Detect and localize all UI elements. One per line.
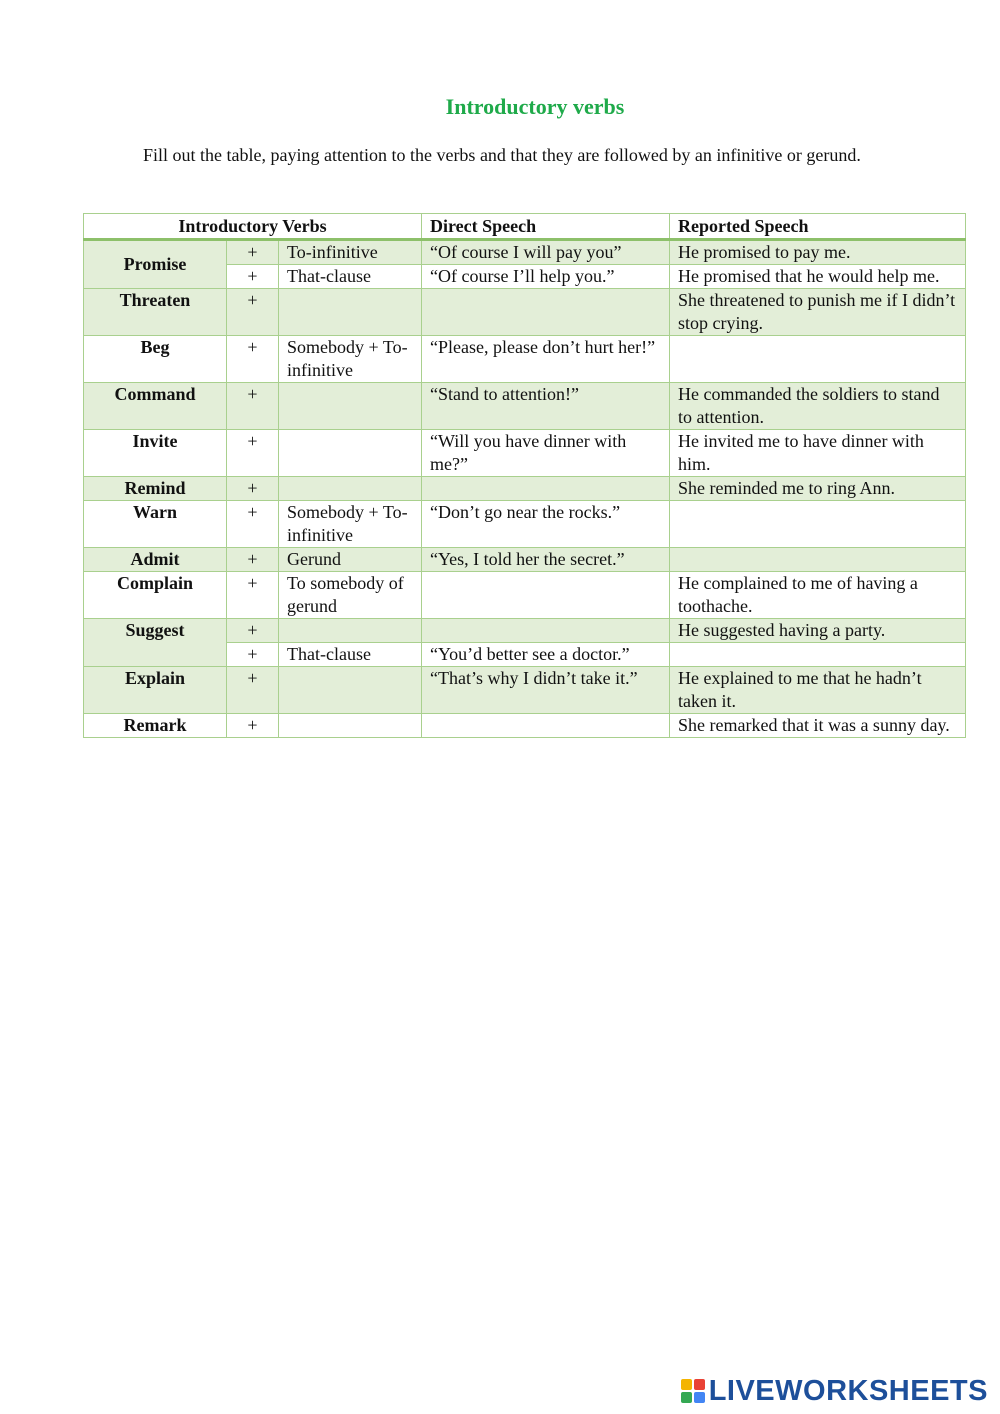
- reported-speech-cell[interactable]: He invited me to have dinner with him.: [670, 430, 966, 477]
- plus-cell: +: [227, 336, 279, 383]
- reported-speech-cell[interactable]: He commanded the soldiers to stand to attention.: [670, 383, 966, 430]
- reported-speech-cell[interactable]: [670, 501, 966, 548]
- plus-cell: +: [227, 289, 279, 336]
- plus-cell: +: [227, 240, 279, 265]
- table-row: [84, 289, 966, 336]
- structure-cell[interactable]: [279, 430, 422, 477]
- structure-cell[interactable]: [279, 477, 422, 501]
- header-reported-speech: Reported Speech: [670, 214, 966, 240]
- logo-block: [681, 1392, 692, 1403]
- reported-speech-cell[interactable]: She remarked that it was a sunny day.: [670, 714, 966, 738]
- reported-speech-cell[interactable]: She reminded me to ring Ann.: [670, 477, 966, 501]
- verb-cell: Admit: [84, 548, 227, 572]
- direct-speech-cell[interactable]: [422, 289, 670, 336]
- header-introductory-verbs: Introductory Verbs: [84, 214, 422, 240]
- table-row: [84, 572, 966, 619]
- reported-speech-cell[interactable]: He promised to pay me.: [670, 240, 966, 265]
- verb-cell: Remark: [84, 714, 227, 738]
- table-row: [84, 619, 966, 643]
- header-direct-speech: Direct Speech: [422, 214, 670, 240]
- direct-speech-cell[interactable]: “Yes, I told her the secret.”: [422, 548, 670, 572]
- plus-cell: +: [227, 572, 279, 619]
- structure-cell[interactable]: That-clause: [279, 643, 422, 667]
- structure-cell[interactable]: [279, 289, 422, 336]
- liveworksheets-logo: [681, 1374, 988, 1408]
- verb-cell: Warn: [84, 501, 227, 548]
- direct-speech-cell[interactable]: “You’d better see a doctor.”: [422, 643, 670, 667]
- reported-speech-cell[interactable]: She threatened to punish me if I didn’t stop crying.: [670, 289, 966, 336]
- direct-speech-cell[interactable]: “Of course I will pay you”: [422, 240, 670, 265]
- direct-speech-cell[interactable]: “Don’t go near the rocks.”: [422, 501, 670, 548]
- table-row: [84, 501, 966, 548]
- structure-cell[interactable]: Somebody + To-infinitive: [279, 501, 422, 548]
- reported-speech-cell[interactable]: He promised that he would help me.: [670, 265, 966, 289]
- verb-cell: Beg: [84, 336, 227, 383]
- plus-cell: +: [227, 643, 279, 667]
- structure-cell[interactable]: To somebody of gerund: [279, 572, 422, 619]
- verb-cell: Threaten: [84, 289, 227, 336]
- reported-speech-cell[interactable]: He complained to me of having a toothache.: [670, 572, 966, 619]
- table-row: [84, 477, 966, 501]
- plus-cell: +: [227, 667, 279, 714]
- structure-cell[interactable]: [279, 383, 422, 430]
- table-header-row: [84, 214, 966, 240]
- plus-cell: +: [227, 477, 279, 501]
- direct-speech-cell[interactable]: [422, 714, 670, 738]
- reported-speech-cell[interactable]: [670, 643, 966, 667]
- logo-block: [694, 1379, 705, 1390]
- verb-cell: Remind: [84, 477, 227, 501]
- structure-cell[interactable]: To-infinitive: [279, 240, 422, 265]
- plus-cell: +: [227, 548, 279, 572]
- logo-text: LIVEWORKSHEETS: [708, 1374, 988, 1407]
- table-row: [84, 240, 966, 265]
- verb-cell: Promise: [84, 240, 227, 289]
- structure-cell[interactable]: [279, 714, 422, 738]
- direct-speech-cell[interactable]: “Of course I’ll help you.”: [422, 265, 670, 289]
- verb-cell: Complain: [84, 572, 227, 619]
- verb-cell: Explain: [84, 667, 227, 714]
- direct-speech-cell[interactable]: [422, 572, 670, 619]
- plus-cell: +: [227, 430, 279, 477]
- table-row: [84, 430, 966, 477]
- structure-cell[interactable]: That-clause: [279, 265, 422, 289]
- logo-block: [681, 1379, 692, 1390]
- introductory-verbs-table: [83, 213, 966, 738]
- plus-cell: +: [227, 383, 279, 430]
- reported-speech-cell[interactable]: He suggested having a party.: [670, 619, 966, 643]
- direct-speech-cell[interactable]: [422, 477, 670, 501]
- structure-cell[interactable]: Somebody + To-infinitive: [279, 336, 422, 383]
- verb-cell: Suggest: [84, 619, 227, 667]
- table-row: [84, 383, 966, 430]
- structure-cell[interactable]: [279, 619, 422, 643]
- page-title: Introductory verbs: [445, 94, 625, 119]
- plus-cell: +: [227, 714, 279, 738]
- instructions-text: Fill out the table, paying attention to the verbs and that they are followed by an infinitive or gerund.: [143, 145, 861, 165]
- structure-cell[interactable]: [279, 667, 422, 714]
- logo-block: [694, 1392, 705, 1403]
- plus-cell: +: [227, 619, 279, 643]
- reported-speech-cell[interactable]: He explained to me that he hadn’t taken it.: [670, 667, 966, 714]
- logo-blocks-icon: [681, 1379, 705, 1403]
- direct-speech-cell[interactable]: “Will you have dinner with me?”: [422, 430, 670, 477]
- table-row: [84, 336, 966, 383]
- table-row: [84, 548, 966, 572]
- verb-cell: Invite: [84, 430, 227, 477]
- direct-speech-cell[interactable]: “Please, please don’t hurt her!”: [422, 336, 670, 383]
- table-row: [84, 714, 966, 738]
- plus-cell: +: [227, 265, 279, 289]
- direct-speech-cell[interactable]: [422, 619, 670, 643]
- plus-cell: +: [227, 501, 279, 548]
- reported-speech-cell[interactable]: [670, 336, 966, 383]
- verb-cell: Command: [84, 383, 227, 430]
- direct-speech-cell[interactable]: “That’s why I didn’t take it.”: [422, 667, 670, 714]
- reported-speech-cell[interactable]: [670, 548, 966, 572]
- direct-speech-cell[interactable]: “Stand to attention!”: [422, 383, 670, 430]
- table-row: [84, 667, 966, 714]
- structure-cell[interactable]: Gerund: [279, 548, 422, 572]
